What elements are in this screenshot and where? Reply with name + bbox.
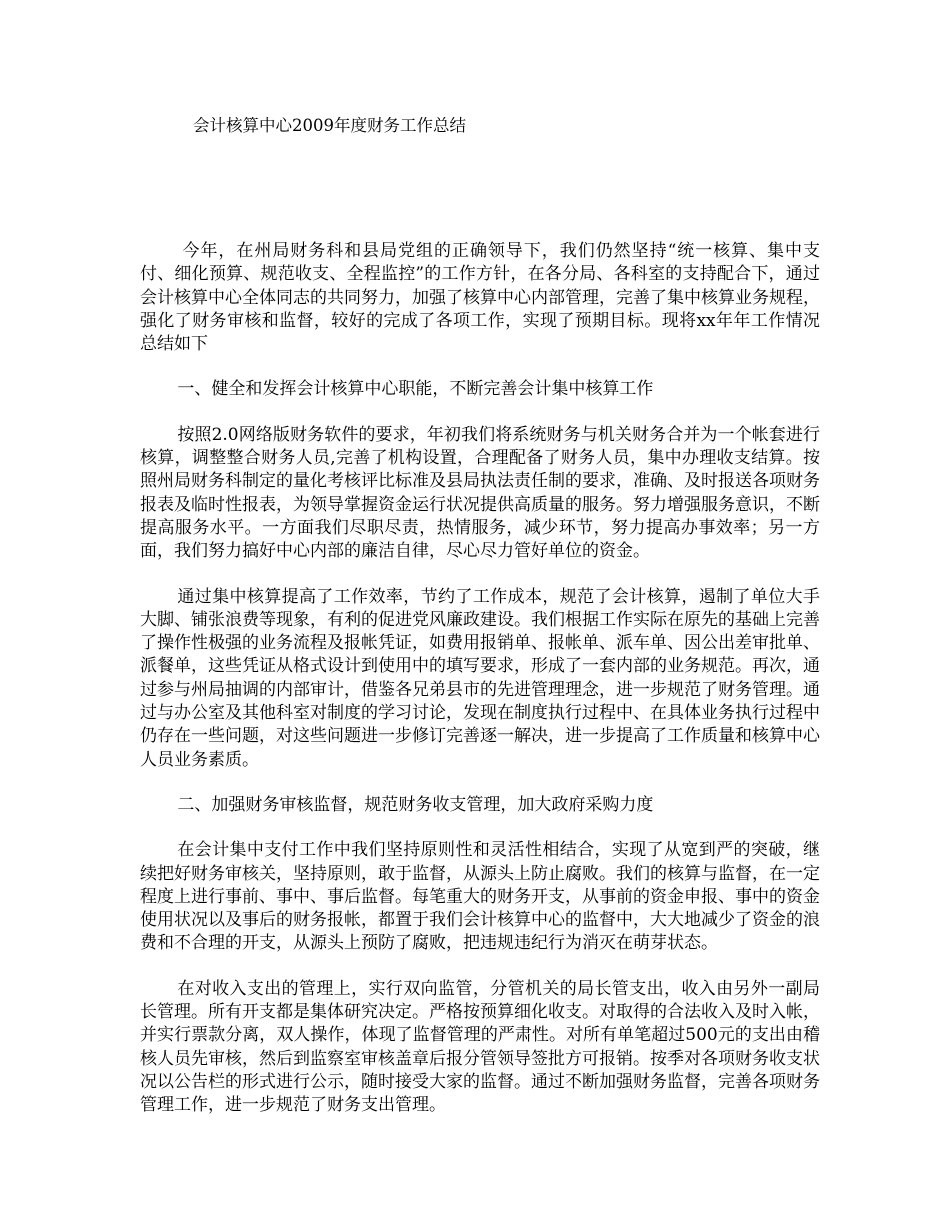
- intro-paragraph: 今年，在州局财务科和县局党组的正确领导下，我们仍然坚持“统一核算、集中支付、细化预算、规范收支、全程监控”的工作方针，在各分局、各科室的支持配合下，通过会计核算中心全体同志的共同努力，加强了核算中心内部管理，完善了集中核算业务规程，强化了财务审核和监督，较好的完成了各项工作，实现了预期目标。现将xx年年工作情况总结如下: [140, 241, 820, 355]
- paragraph-spacer: [140, 956, 820, 978]
- paragraph-spacer: [140, 402, 820, 424]
- section-heading-1: 一、健全和发挥会计核算中心职能，不断完善会计集中核算工作: [177, 379, 654, 400]
- paragraph-spacer: [140, 817, 820, 839]
- section-1-paragraph-1: 按照2.0网络版财务软件的要求，年初我们将系统财务与机关财务合并为一个帐套进行核算，调整整合财务人员,完善了机构设置，合理配备了财务人员，集中办理收支结算。按照州局财务科制定的量化考核评比标准及县局执法责任制的要求，准确、及时报送各项财务报表及临时性报表，为领导掌握资金运行状况提供高质量的服务。努力增强服务意识，不断提高服务水平。一方面我们尽职尽责，热情服务，减少环节，努力提高办事效率；另一方面，我们努力搞好中心内部的廉洁自律，尽心尽力管好单位的资金。: [140, 424, 820, 562]
- document-title: 会计核算中心2009年度财务工作总结: [193, 116, 466, 135]
- paragraph-spacer: [140, 564, 820, 586]
- section-1-paragraph-2: 通过集中核算提高了工作效率，节约了工作成本，规范了会计核算，遏制了单位大手大脚、铺张浪费等现象，有利的促进党风廉政建设。我们根据工作实际在原先的基础上完善了操作性极强的业务流程及报帐凭证，如费用报销单、报帐单、派车单、因公出差审批单、派餐单，这些凭证从格式设计到使用中的填写要求，形成了一套内部的业务规范。再次，通过参与州局抽调的内部审计，借鉴各兄弟县市的先进管理理念，进一步规范了财务管理。通过与办公室及其他科室对制度的学习讨论，发现在制度执行过程中、在具体业务执行过程中仍存在一些问题，对这些问题进一步修订完善逐一解决，进一步提高了工作质量和核算中心人员业务素质。: [140, 586, 820, 770]
- section-heading-2: 二、加强财务审核监督，规范财务收支管理，加大政府采购力度: [177, 794, 654, 815]
- paragraph-spacer: [140, 356, 820, 378]
- document-body: [140, 240, 820, 1118]
- section-2-paragraph-1: 在会计集中支付工作中我们坚持原则性和灵活性相结合，实现了从宽到严的突破，继续把好财务审核关，坚持原则，敢于监督，从源头上防止腐败。我们的核算与监督，在一定程度上进行事前、事中、事后监督。每笔重大的财务开支，从事前的资金申报、事中的资金使用状况以及事后的财务报帐，都置于我们会计核算中心的监督中，大大地减少了资金的浪费和不合理的开支，从源头上预防了腐败，把违规违纪行为消灭在萌芽状态。: [140, 840, 820, 954]
- paragraph-spacer: [140, 772, 820, 794]
- section-2-paragraph-2: 在对收入支出的管理上，实行双向监管，分管机关的局长管支出，收入由另外一副局长管理。所有开支都是集体研究决定。严格按预算细化收支。对取得的合法收入及时入帐，并实行票款分离，双人操作，体现了监督管理的严肃性。对所有单笔超过500元的支出由稽核人员先审核，然后到监察室审核盖章后报分管领导签批方可报销。按季对各项财务收支状况以公告栏的形式进行公示，随时接受大家的监督。通过不断加强财务监督，完善各项财务管理工作，进一步规范了财务支出管理。: [140, 978, 820, 1116]
